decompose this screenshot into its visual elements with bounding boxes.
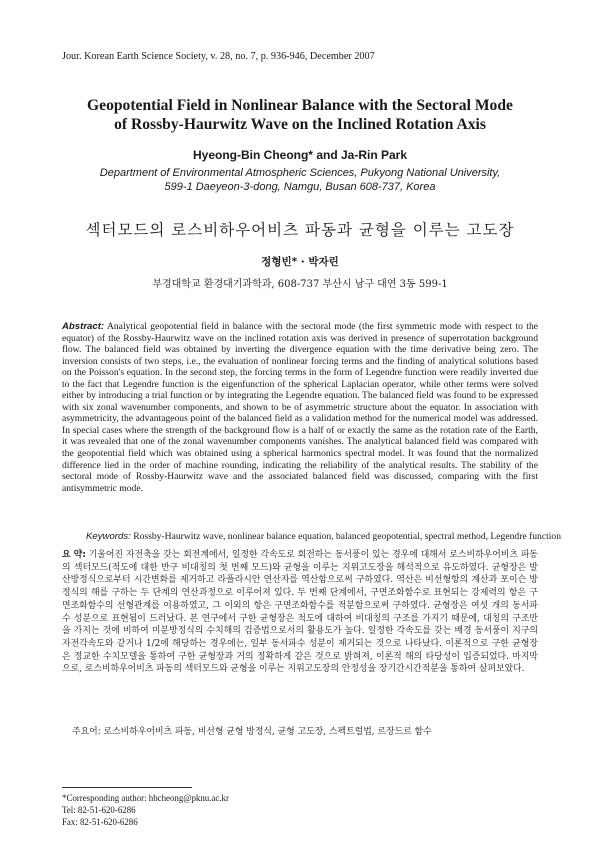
title-line-1: Geopotential Field in Nonlinear Balance with the Sectoral Mode	[87, 97, 513, 114]
paper-title-ko: 섹터모드의 로스비하우어비츠 파동과 균형을 이루는 고도장	[85, 221, 515, 239]
journal-citation: Jour. Korean Earth Science Society, v. 28, no. 7, p. 936-946, December 2007	[62, 51, 375, 62]
paper-title-en	[30, 96, 570, 134]
affiliation-line-2: 599-1 Daeyeon-3-dong, Namgu, Busan 608-737, Korea	[164, 180, 436, 193]
title-line-2: of Rossby-Haurwitz Wave on the Inclined Rotation Axis	[114, 116, 486, 133]
keywords-label: Keywords:	[86, 531, 131, 542]
abstract-en	[62, 321, 538, 494]
abstract-text: Analytical geopotential field in balance with the sectoral mode (the first symmetric mode with respect to the equator) of the Rossby-Haurwitz wave on the inclined rotation axis was derived in presence of superrotation background flow. The balanced field was obtained by inverting the divergence equation with the time derivative being zero. The inversion consists of two steps, i.e., the evaluation of nonlinear forcing terms and the finding of analytical solutions based on the Poisson's equation. In the second step, the forcing terms in the form of Legendre function were readily inverted due to the fact that Legendre function is the eigenfunction of the spherical Laplacian operator, while other terms were solved either by introducing a trial function or by integrating the Legendre equation. The balanced field was found to be expressed with six zonal wavenumber components, and shown to be of asymmetric structure about the equator. In association with asymmetricity, the advantageous point of the balanced field as a validation method for the numerical model was addressed. In special cases where the strength of the background flow is a half of or exactly the same as the rotation rate of the Earth, it was revealed that one of the zonal wavenumber components vanishes. The analytical balanced field was compared with the geopotential field which was obtained using a spherical harmonics spectral model. It was found that the normalized difference lied in the order of machine rounding, indicating the reliability of the analytical results. The stability of the sectoral mode of Rossby-Haurwitz wave and the associated balanced field was discussed, comparing with the first antisymmetric mode.	[62, 321, 538, 494]
affiliation-line-1: Department of Environmental Atmospheric Sciences, Pukyong National University,	[99, 167, 501, 179]
keywords-text: Rossby-Haurwitz wave, nonlinear balance equation, balanced geopotential, spectral method, Legendre function	[130, 531, 562, 542]
abstract-label: Abstract:	[62, 321, 105, 332]
footnote-divider	[62, 787, 192, 788]
keywords-ko-text: 로스비하우어비츠 파동, 비선형 균형 방정식, 균형 고도장, 스펙트럴법, 르장드르 함수	[100, 727, 432, 737]
footnote	[62, 792, 229, 829]
abstract-ko-label: 요 약:	[62, 550, 86, 560]
abstract-ko	[62, 549, 538, 676]
fax: Fax: 82-51-620-6286	[62, 817, 138, 828]
keywords-en	[86, 531, 562, 542]
keywords-ko-label: 주요어:	[72, 727, 101, 737]
keywords-ko	[72, 724, 542, 737]
abstract-ko-text: 기울어진 자전축을 갖는 회전계에서, 일정한 각속도로 회전하는 동서풍이 있는 경우에 대해서 로스비하우어비츠 파동의 섹터모드(적도에 대한 반구 비대칭의 첫 번째 모드)와 균형을 이루는 지위고도장을 해석적으로 유도하였다. 균형장은 발산방정식으로부터 시간변화를 제거하고 라플라시안 연산자를 역산함으로써 구하였다. 역산은 비선형항의 계산과 포이슨 방정식의 해를 구하는 두 단계의 연산과정으로 이루어져 있다. 두 번째 단계에서, 구면조화함수로 표현되는 강제력의 항은 구면조화함수의 선형관계를 이용하였고, 그 이외의 항은 구면조화함수를 적분함으로써 구하였다. 균형장은 여섯 개의 동서파수 성분으로 표현됨이 드러났다. 본 연구에서 구한 균형장은 적도에 대하여 비대칭의 구조를 가지기 때문에, 대칭의 구조만을 가지는 것에 비하여 미분방정식의 수치해의 검증법으로서의 활용도가 높다. 일정한 각속도를 갖는 배경 동서풍이 지구의 자전각속도와 같거나 1/2에 해당하는 경우에는, 일부 동서파수 성분이 제거되는 것으로 나타났다. 이론적으로 구한 균형장은 정교한 수치모델을 통하여 구한 균형장과 거의 정확하게 같은 것으로 밝혀져, 이론적 해의 타당성이 입증되었다. 마지막으로, 로스비하우어비츠 파동의 섹터모드와 균형을 이루는 지위고도장의 안정성을 장기간시간적분을 통하여 살펴보았다.	[62, 550, 538, 675]
telephone: Tel: 82-51-620-6286	[62, 805, 136, 816]
affiliation-en	[40, 167, 560, 194]
affiliation-ko: 부경대학교 환경대기과학과, 608-737 부산시 남구 대연 3동 599-1	[152, 279, 448, 290]
authors-ko: 정형빈* · 박자린	[261, 256, 339, 268]
authors-en: Hyeong-Bin Cheong* and Ja-Rin Park	[192, 148, 408, 162]
corresponding-author: *Corresponding author: hbcheong@pknu.ac.kr	[62, 793, 229, 803]
